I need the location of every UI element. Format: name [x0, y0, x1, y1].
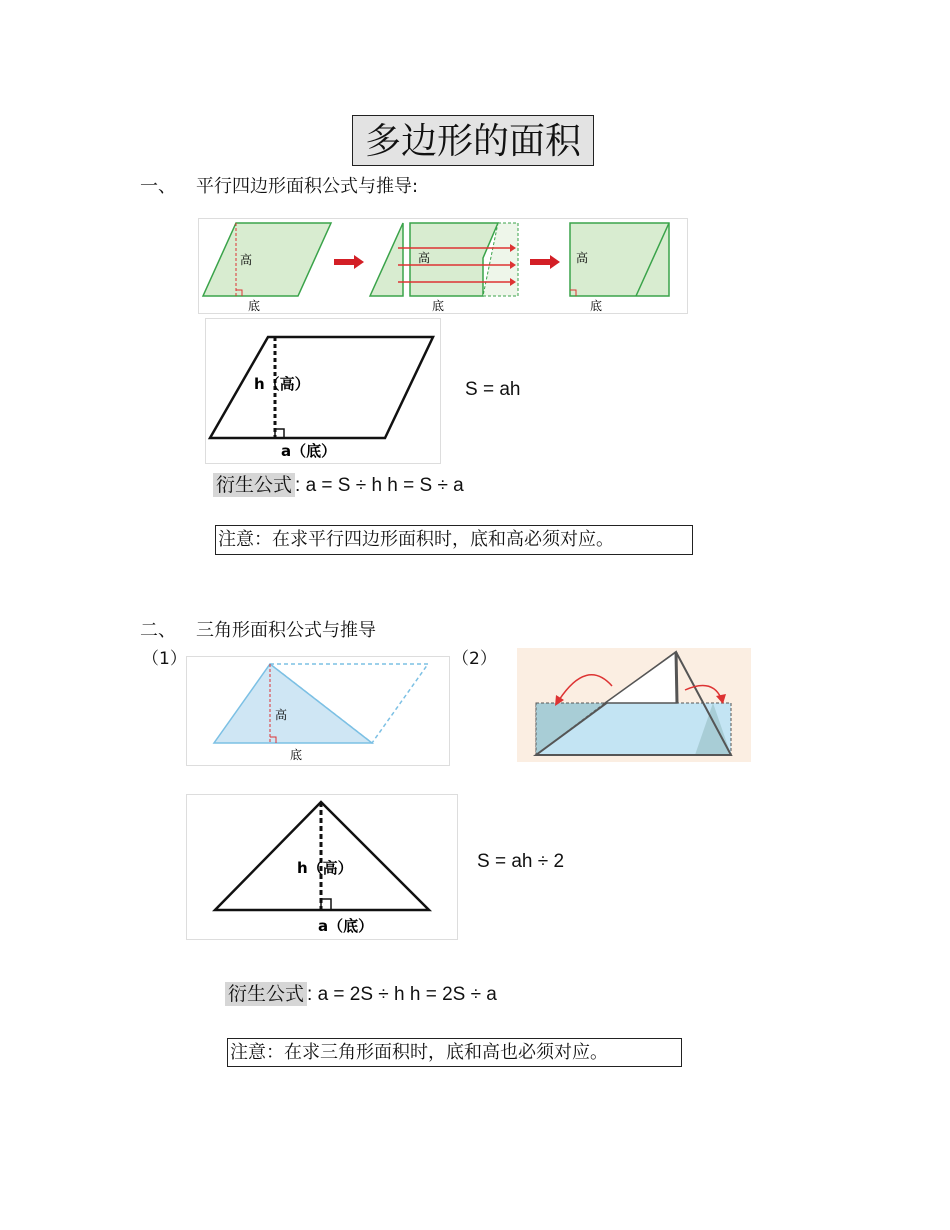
triangle-a-label: a（底） — [318, 917, 374, 935]
fig3-base-label: 底 — [590, 299, 603, 313]
parallelogram-a-label: a（底） — [281, 442, 337, 460]
parallelogram-formula: S = ah — [465, 379, 521, 400]
parallelogram-h-label: h（高） — [254, 375, 310, 393]
parallelogram-derivation-figure — [198, 218, 688, 314]
section2-heading-text: 三角形面积公式与推导 — [196, 620, 376, 641]
section2-heading — [140, 616, 376, 642]
triangle-derived-text: : a = 2S ÷ h h = 2S ÷ a — [307, 984, 497, 1005]
parallelogram-note: 注意：在求平行四边形面积时，底和高必须对应。 — [215, 525, 693, 555]
parallelogram-derived-formulas — [213, 470, 464, 497]
section1-heading-text: 平行四边形面积公式与推导: — [196, 176, 419, 197]
parallelogram-derived-text: : a = S ÷ h h = S ÷ a — [295, 475, 464, 496]
fig1-base-label: 底 — [248, 299, 261, 313]
triangle-cut-rotate-figure — [517, 648, 751, 762]
triangle-derived-label: 衍生公式 — [225, 982, 307, 1006]
triangle-h-label: h（高） — [297, 859, 353, 877]
triangle-fig1-height-label: 高 — [275, 708, 288, 722]
section2-number: 二、 — [140, 620, 176, 641]
fig2-height-label: 高 — [418, 251, 431, 265]
triangle-note: 注意：在求三角形面积时，底和高也必须对应。 — [227, 1038, 682, 1067]
triangle-fig1-base-label: 底 — [290, 748, 303, 762]
triangle-diagram — [186, 794, 458, 942]
page-title: 多边形的面积 — [352, 115, 594, 166]
fig1-height-label: 高 — [240, 253, 253, 267]
parallelogram-diagram — [205, 318, 441, 464]
triangle-fig1-label: （1） — [142, 649, 187, 669]
triangle-fig2-label: （2） — [452, 649, 497, 669]
triangle-to-parallelogram-figure — [186, 656, 450, 766]
fig2-base-label: 底 — [432, 299, 445, 313]
section1-number: 一、 — [140, 176, 176, 197]
parallelogram-derived-label: 衍生公式 — [213, 473, 295, 497]
triangle-formula: S = ah ÷ 2 — [477, 851, 565, 872]
fig3-height-label: 高 — [576, 251, 589, 265]
triangle-derived-formulas — [225, 979, 497, 1006]
section1-heading — [140, 172, 418, 198]
